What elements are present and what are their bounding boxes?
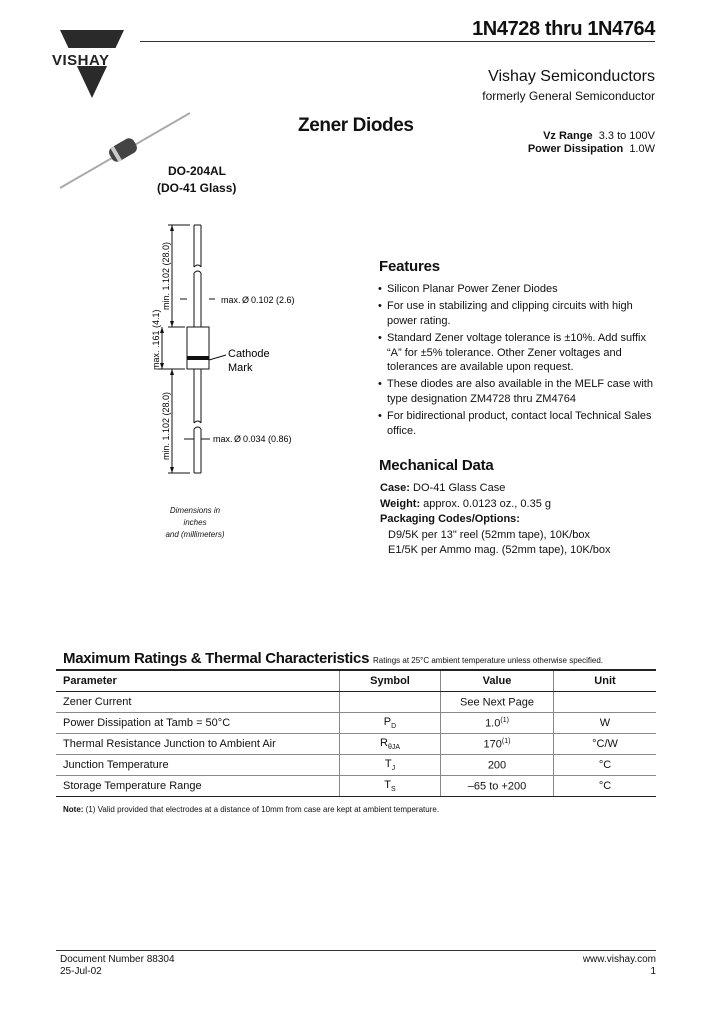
table-row	[56, 776, 656, 797]
dimension-drawing	[140, 215, 340, 485]
vishay-logo	[52, 30, 132, 102]
weight-line	[380, 497, 611, 513]
dim-top-lead: min. 1.102 (28.0)	[161, 241, 171, 310]
dim-lead-diameter-prefix: max.	[213, 434, 233, 444]
weight-value: approx. 0.0123 oz., 0.35 g	[420, 497, 551, 510]
power-dissipation-value: 1.0W	[629, 143, 655, 155]
dimensions-caption	[160, 505, 230, 541]
cell-unit: W	[554, 713, 657, 734]
cell-symbol: $T_S$	[340, 776, 441, 797]
features-list	[378, 282, 663, 441]
table-row	[56, 692, 656, 713]
features-heading: Features	[379, 258, 440, 275]
page-number: 1	[650, 966, 656, 977]
ratings-subtitle: Ratings at 25°C ambient temperature unless otherwise specified.	[373, 656, 603, 665]
cell-parameter: Junction Temperature	[56, 755, 340, 776]
cell-parameter: Zener Current	[56, 692, 340, 713]
cell-unit	[554, 692, 657, 713]
website-link[interactable]: www.vishay.com	[582, 954, 656, 965]
cathode-label: Cathode	[228, 348, 270, 360]
table-row	[56, 734, 656, 755]
table-row	[56, 713, 656, 734]
cell-value: –65 to +200	[441, 776, 554, 797]
mechanical-heading: Mechanical Data	[379, 457, 494, 474]
cell-unit: °C	[554, 776, 657, 797]
feature-item: • These diodes are also available in the MELF case with type designation ZM4728 thru ZM4764	[378, 377, 663, 406]
cell-parameter: Storage Temperature Range	[56, 776, 340, 797]
dimensions-caption-line2: and (millimeters)	[165, 530, 225, 539]
header-value: Value	[441, 670, 554, 692]
cell-symbol	[340, 692, 441, 713]
vz-range-value: 3.3 to 100V	[598, 130, 655, 142]
cell-symbol: $P_D$	[340, 713, 441, 734]
vz-range-label: Vz Range	[543, 130, 593, 142]
ratings-title-text: Maximum Ratings & Thermal Characteristics	[63, 650, 370, 667]
weight-label: Weight:	[380, 497, 421, 510]
cell-symbol: $T_J$	[340, 755, 441, 776]
case-label: Case:	[380, 482, 410, 494]
mechanical-data	[380, 481, 611, 559]
header-rule	[140, 41, 655, 42]
feature-item: • For use in stabilizing and clipping circuits with high power rating.	[378, 299, 663, 328]
ratings-table	[56, 669, 656, 797]
dim-lead-diameter: 0.034 (0.86)	[243, 434, 292, 444]
note-text: (1) Valid provided that electrodes at a distance of 10mm from case are kept at ambient temperature.	[83, 805, 440, 814]
document-date: 25-Jul-02	[60, 966, 102, 977]
dim-body-diameter-prefix: max.	[221, 295, 241, 305]
dim-body-length: max. .161 (4.1)	[151, 309, 161, 370]
table-note	[63, 805, 439, 814]
vz-range-line	[543, 130, 655, 142]
cell-unit: °C	[554, 755, 657, 776]
cell-value: 170$^{(1)}$	[441, 734, 554, 755]
cell-symbol: $R_{\theta JA}$	[340, 734, 441, 755]
dim-body-diameter: 0.102 (2.6)	[251, 295, 295, 305]
formerly-text: formerly General Semiconductor	[482, 89, 655, 103]
power-dissipation-label: Power Dissipation	[527, 143, 624, 155]
cell-value: 200	[441, 755, 554, 776]
note-label: Note:	[63, 805, 84, 814]
case-value: DO-41 Glass Case	[409, 482, 506, 494]
cathode-mark-label: Mark	[228, 362, 253, 374]
header-symbol: Symbol	[340, 670, 441, 692]
packaging-option: E1/5K per Ammo mag. (52mm tape), 10K/box	[388, 544, 611, 556]
table-header-row	[56, 670, 656, 692]
table-row	[56, 755, 656, 776]
feature-item: • Standard Zener voltage tolerance is ±10%. Add suffix “A” for ±5% tolerance. Other Zener voltages and tolerances are available upon request.	[378, 331, 663, 374]
logo-text: VISHAY	[52, 52, 110, 69]
package-alt-name: (DO-41 Glass)	[157, 181, 237, 195]
cell-value: 1.0$^{(1)}$	[441, 713, 554, 734]
packaging-label: Packaging Codes/Options:	[380, 513, 520, 525]
footer-rule	[56, 950, 656, 951]
packaging-option: D9/5K per 13" reel (52mm tape), 10K/box	[388, 528, 591, 541]
dim-bottom-lead: min. 1.102 (28.0)	[161, 391, 171, 460]
diameter-icon: Ø	[234, 434, 242, 444]
header-unit: Unit	[554, 670, 657, 692]
cell-parameter: Thermal Resistance Junction to Ambient Air	[56, 734, 340, 755]
power-dissipation-line	[528, 143, 655, 155]
header-parameter: Parameter	[56, 670, 340, 692]
cell-unit: °C/W	[554, 734, 657, 755]
page-title: Zener Diodes	[298, 115, 414, 136]
document-number: Document Number 88304	[60, 954, 175, 965]
cell-value: See Next Page	[441, 692, 554, 713]
dimensions-caption-line1: Dimensions in inches	[169, 506, 221, 527]
package-name: DO-204AL	[168, 164, 227, 178]
ratings-title	[63, 650, 603, 667]
part-numbers: 1N4728 thru 1N4764	[472, 18, 655, 40]
cell-parameter: Power Dissipation at Tamb = 50°C	[56, 713, 340, 734]
feature-item: • Silicon Planar Power Zener Diodes	[378, 282, 663, 296]
company-name: Vishay Semiconductors	[488, 68, 655, 85]
feature-item: • For bidirectional product, contact local Technical Sales office.	[378, 409, 663, 438]
case-line	[380, 481, 611, 497]
diameter-icon: Ø	[242, 295, 250, 305]
